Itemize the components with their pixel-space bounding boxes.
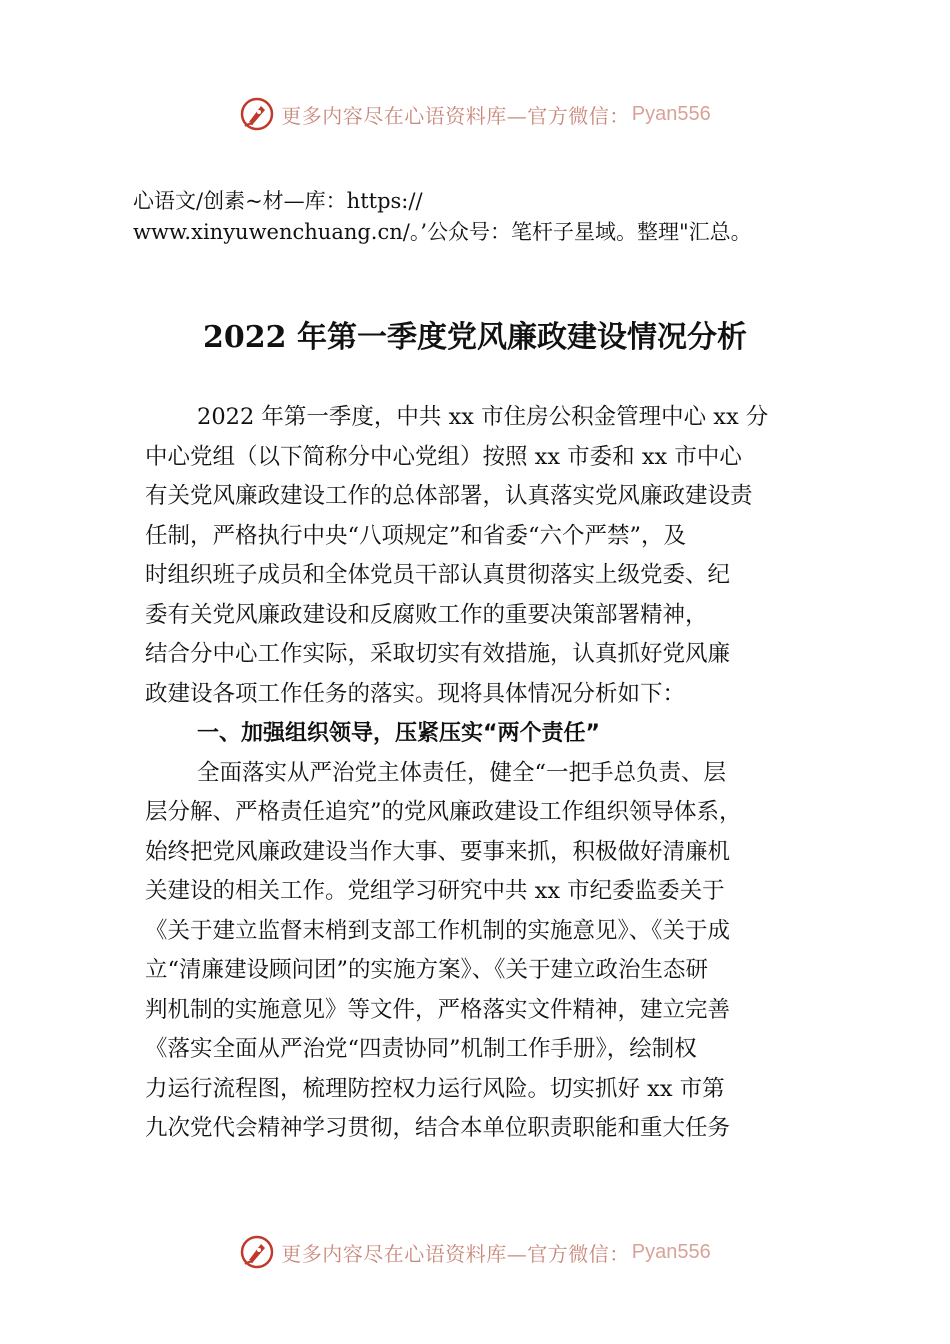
pen-nib-logo-icon xyxy=(239,1234,275,1270)
banner-text: 更多内容尽在心语资料库—官方微信： xyxy=(281,1241,630,1266)
body-line: 判机制的实施意见》等文件，严格落实文件精神，建立完善 xyxy=(145,996,731,1023)
body-line: 关建设的相关工作。党组学习研究中共 xx 市纪委监委关于 xyxy=(145,878,725,904)
body-line: 九次党代会精神学习贯彻，结合本单位职责职能和重大任务 xyxy=(145,1115,731,1141)
body-line: 始终把党风廉政建设当作大事、要事来抓，积极做好清廉机 xyxy=(145,838,731,865)
source-line-2: www.xinyuwenchuang.cn/。’公众号：笔杆子星域。整理"汇总。 xyxy=(133,220,752,244)
source-note xyxy=(133,186,893,248)
body-line: 层分解、严格责任追究”的党风廉政建设工作组织领导体系， xyxy=(145,799,742,825)
body-line: 时组织班子成员和全体党员干部认真贯彻落实上级党委、纪 xyxy=(145,562,731,588)
body-line: 力运行流程图，梳理防控权力运行风险。切实抓好 xx 市第 xyxy=(145,1075,725,1102)
pen-nib-logo-icon xyxy=(239,96,275,132)
body-line: 政建设各项工作任务的落实。现将具体情况分析如下： xyxy=(145,680,686,707)
document-body xyxy=(145,398,825,1149)
body-line: 结合分中心工作实际，采取切实有效措施，认真抓好党风廉 xyxy=(145,641,731,667)
body-line: 2022 年第一季度，中共 xx 市住房公积金管理中心 xx 分 xyxy=(197,404,769,430)
body-line: 《关于建立监督末梢到支部工作机制的实施意见》、《关于成 xyxy=(145,917,731,944)
watermark-banner-bottom xyxy=(0,1232,950,1272)
document-title: 2022 年第一季度党风廉政建设情况分析 xyxy=(203,320,747,355)
body-line: 中心党组（以下简称分中心党组）按照 xx 市委和 xx 市中心 xyxy=(145,443,742,470)
body-line: 全面落实从严治党主体责任，健全“一把手总负责、层 xyxy=(197,759,727,786)
body-line: 立“清廉建设顾问团”的实施方案》、《关于建立政治生态研 xyxy=(145,957,709,983)
body-line: 《落实全面从严治党“四责协同”机制工作手册》，绘制权 xyxy=(145,1036,697,1062)
banner-wechat-id: Pyan556 xyxy=(631,102,711,125)
watermark-banner-top xyxy=(0,94,950,134)
banner-text: 更多内容尽在心语资料库—官方微信： xyxy=(281,103,630,128)
banner-wechat-id: Pyan556 xyxy=(631,1240,711,1263)
source-line-1: 心语文/创素~材—库：https:// xyxy=(133,189,423,213)
body-line: 委有关党风廉政建设和反腐败工作的重要决策部署精神， xyxy=(145,601,708,628)
section-heading: 一、加强组织领导，压紧压实“两个责任” xyxy=(197,721,600,746)
body-line: 有关党风廉政建设工作的总体部署，认真落实党风廉政建设责 xyxy=(145,483,753,509)
body-line: 任制，严格执行中央“八项规定”和省委“六个严禁”，及 xyxy=(145,522,687,549)
